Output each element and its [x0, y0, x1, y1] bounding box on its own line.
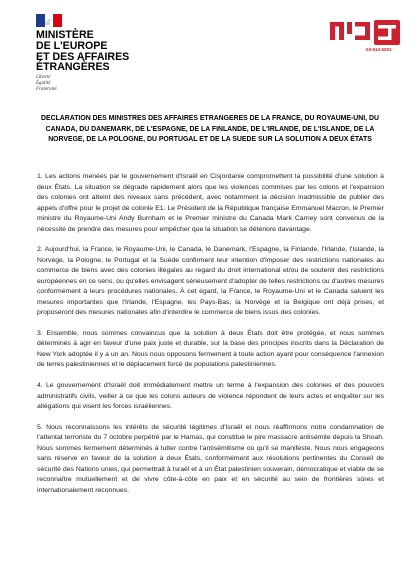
motto-line: Fraternité [36, 87, 57, 92]
ministry-name [36, 30, 186, 73]
paragraph: 1. Les actions menées par le gouvernement d'Israël en Cisjordanie compromettent la possibilité d'une solution à deux États. La situation se dégrade rapidement alors que les violences commises par les colons et l'expansion des colonies ont atteint des niveaux sans précédent, avec notamment la décision inadmissible de publier des appels d'offre pour le projet de colonie E1. Le Président de la République française Emmanuel Macron, le Premier ministre du Royaume-Uni Andy Burnham et le Premier ministre du Canada Mark Carney sont convenus de la nécessité de prendre des mesures pour empêcher que la situation se détériore davantage. [37, 173, 384, 233]
declaration-title: DECLARATION DES MINISTRES DES AFFAIRES ETRANGERES DE LA FRANCE, DU ROYAUME-UNI, DU CANADA, DU DANEMARK, DE L'ESPAGNE, DE LA FINLANDE, DE L'IRLANDE, DE L'ISLANDE, DE LA NORVEGE, DE LA POLOGNE, DU PORTUGAL ET DE LA SUEDE SUR LA SOLUTION A DEUX ÉTATS [41, 115, 379, 144]
ministry-line: ET DES AFFAIRES [36, 50, 130, 63]
republic-motto [36, 75, 57, 93]
declaration-body [37, 172, 384, 506]
paragraph: 4. Le gouvernement d'Israël doit immédiatement mettre un terme à l'expansion des colonies et des pouvoirs administratifs civils, veiller à ce que les colons auteurs de violence répondent de leurs actes et enquêter sur les allégations qui visent les forces israéliennes. [37, 382, 384, 411]
ministry-line: MINISTÈRE [36, 29, 94, 41]
ministry-line: DE L'EUROPE [36, 39, 108, 52]
paragraph: 3. Ensemble, nous sommes convaincus que la solution à deux États doit être protégée, et nous sommes déterminés à agir en faveur d'une paix juste et durable, sur la base des principes inscrits dans la Déclaration de New York adoptée il y a un an. Nous nous opposons fermement à toute action ayant pour conséquence l'annexion de terres palestiniennes et le déplacement forcé de populations palestiniennes. [37, 329, 384, 369]
paragraph: 2. Aujourd'hui, la France, le Royaume-Uni, le Canada, le Danemark, l'Espagne, la Finlande, l'Irlande, l'Islande, la Norvège, la Pologne, le Portugal et la Suède confirment leur intention d'imposer des restrictions nationales au commerce de biens avec des colonies illégales au regard du droit international et/ou de soutenir des restrictions européennes en ce sens, ou qu'elles envisagent sérieusement d'adopter de telles restrictions ou d'autres mesures conformément à leurs procédures nationales. À cet égard, la France, le Royaume-Uni et le Canada saluent les mesures importantes que l'Irlande, l'Espagne, les Pays-Bas, la Norvège et la Belgique ont déjà prises, et proposeront des mesures nationales afin d'interdire le commerce de biens issus des colonies. [37, 246, 384, 317]
motto-line: Liberté [36, 75, 51, 80]
marianne-flag-logo [36, 14, 62, 27]
news-logo [328, 16, 402, 48]
logo-phone-number: 03-614-5001 [366, 47, 392, 52]
motto-line: Égalité [36, 81, 51, 86]
ministry-line: ÉTRANGÈRES [36, 61, 110, 74]
paragraph: 5. Nous reconnaissons les intérêts de sécurité légitimes d'Israël et nous réaffirmons notre condamnation de l'attentat terroriste du 7 octobre perpétré par le Hamas, qui constitue le pire massacre antisémite depuis la Shoah. Nous sommes fermement déterminés à lutter contre l'antisémitisme où qu'il se manifeste. Nous nous engageons sans réserve en faveur de la solution à deux États, conformément aux résolutions pertinentes du Conseil de sécurité des Nations unies, qui permettrait à Israël et à un État palestinien souverain, démocratique et viable de se reconnaître mutuellement et de vivre côte-à-côte en paix et en sécurité au sein de frontières sûres et internationalement reconnues. [37, 423, 384, 494]
letterhead [0, 0, 420, 110]
